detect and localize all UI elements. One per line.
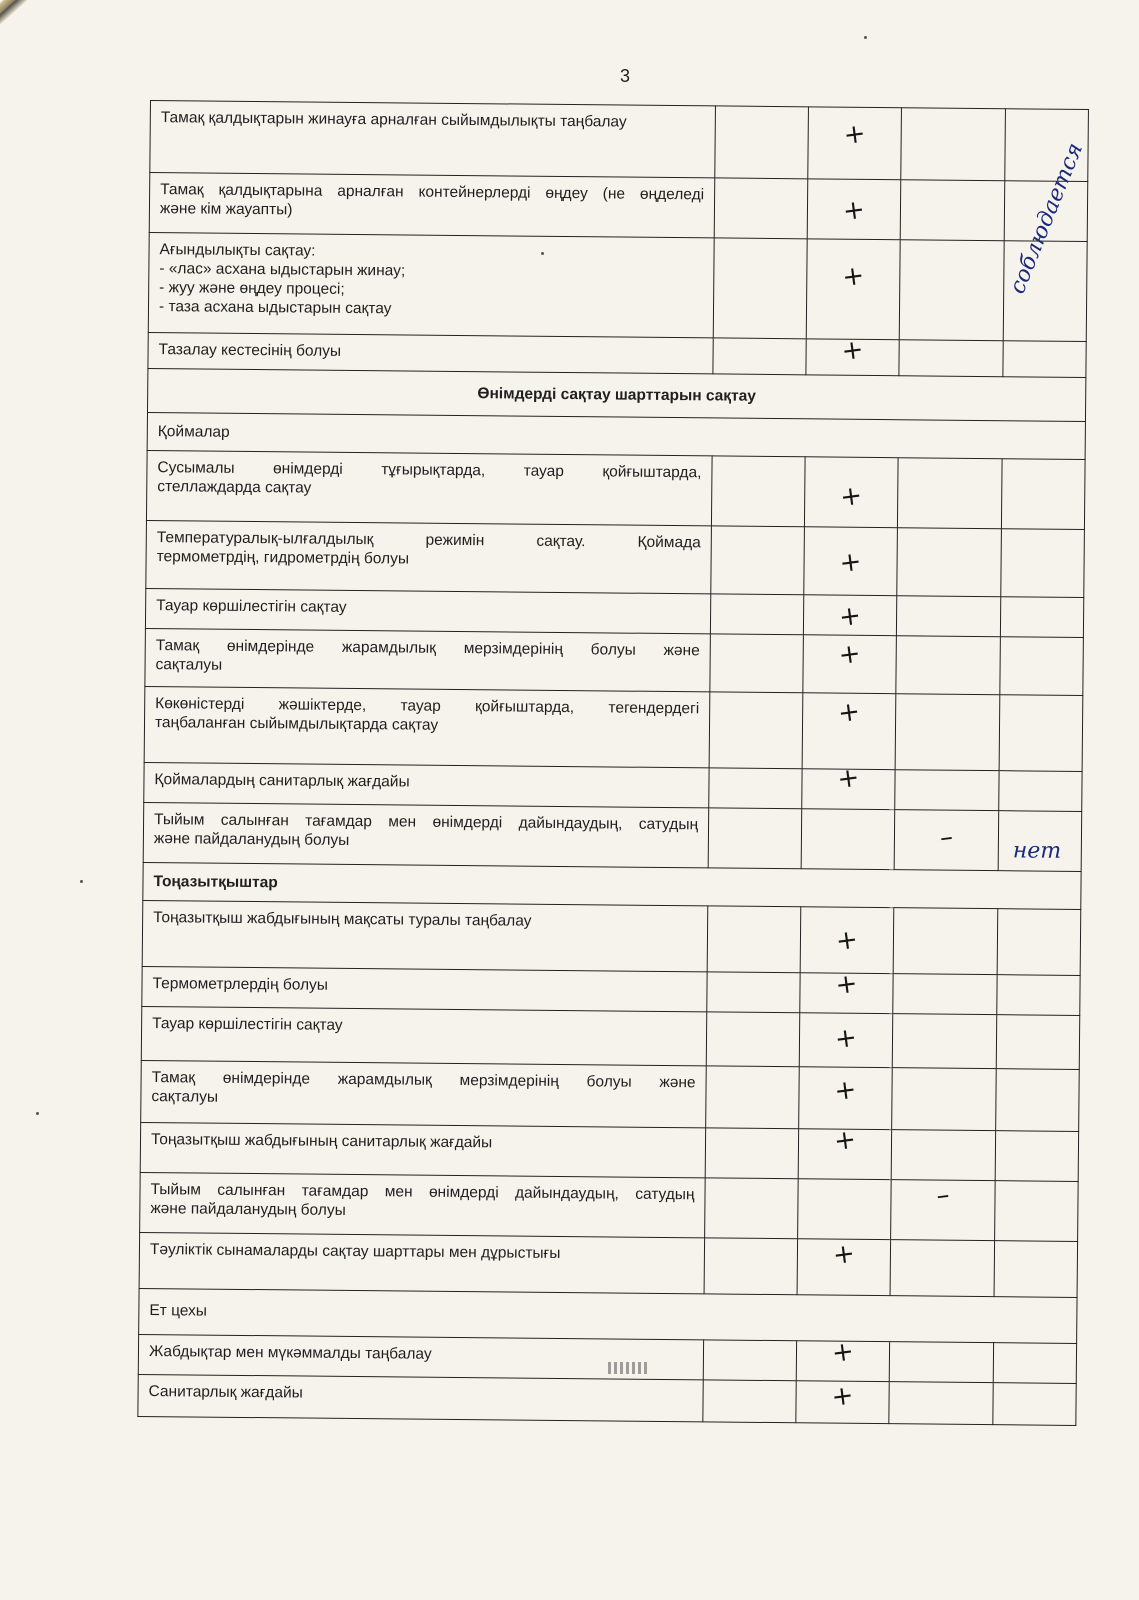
table-row [150,101,1089,182]
empty-cell [711,456,805,527]
empty-cell [1000,637,1084,696]
criterion-text: Көкөністерді жәшіктерде, тауар қойғыштарда, тегендердегі [155,695,700,718]
criterion-text: және пайдаланудың болуы [150,1200,346,1219]
mark-cell [804,457,898,528]
dash-mark: – [937,821,955,854]
criterion-cell [144,686,710,767]
page-number: 3 [620,66,631,86]
mark-cell [798,1124,891,1180]
subsection-title: Қоймалар [147,412,1085,459]
scan-speck [864,36,867,39]
scan-smudge [608,1362,648,1374]
handwritten-note-vertical: соблюдается [1005,139,1089,298]
criterion-text: - «лас» асхана ыдыстарын жинау; [159,260,406,280]
empty-cell [996,1069,1080,1132]
subsection-title: Тоңазытқыштар [143,862,1081,909]
criterion-text: Тыйым салынған тағамдар мен өнімдерді дайындаудың, сатудың [150,1181,695,1204]
empty-cell [900,180,1005,241]
empty-cell [709,768,802,809]
empty-cell [893,974,997,1015]
mark-cell [803,595,896,636]
criterion-text: және пайдаланудың болуы [153,830,350,849]
subsection-title: Ет цехы [139,1288,1077,1343]
criterion-cell [142,966,707,1011]
plus-mark: + [831,1238,857,1272]
empty-cell [1001,529,1085,598]
criterion-cell [141,1060,707,1127]
table-row [139,1232,1077,1297]
table-row [140,1122,1078,1181]
criterion-text: - таза асхана ыдыстарын сақтау [158,298,392,318]
criterion-text: Тыйым салынған тағамдар мен өнімдерді дайындаудың, сатудың [154,811,699,834]
plus-mark: + [840,260,867,294]
empty-cell [706,1012,800,1067]
empty-cell [705,1128,798,1179]
mark-cell [806,334,899,376]
scan-speck [36,1112,39,1115]
criterion-cell [150,101,716,178]
criterion-cell [138,1374,703,1421]
empty-cell [707,906,801,973]
criterion-cell [146,520,712,593]
empty-cell [714,178,808,239]
empty-cell [897,458,1002,529]
dash-mark: – [934,1179,952,1212]
table-row [145,628,1084,695]
criterion-cell [145,588,710,633]
plus-mark: + [839,334,866,368]
empty-cell [890,1240,995,1297]
criterion-cell [146,450,712,525]
empty-cell [999,695,1083,772]
empty-cell [715,106,809,179]
empty-cell [997,975,1080,1016]
empty-cell [895,694,1000,771]
criterion-cell [144,762,709,807]
criterion-text: Термометрлердің болуы [152,975,329,994]
criterion-cell [149,173,715,238]
criterion-text: Тамақ қалдықтарына арналған контейнерлерді өңдеу (не өңделеді [160,181,705,204]
criterion-cell [140,1172,706,1237]
plus-mark: + [833,968,860,1002]
empty-cell [710,594,803,635]
empty-cell [798,1179,892,1240]
criterion-text: сақталуы [155,656,223,674]
criterion-cell [145,628,711,691]
empty-cell [801,809,895,870]
criterion-text: Тоңазытқыш жабдығының мақсаты туралы таңбалау [153,909,532,930]
empty-cell [1003,341,1086,378]
criterion-cell [140,1122,705,1177]
criterion-cell [148,232,714,337]
handwritten-note-net: нет [1012,838,1062,864]
empty-cell [897,528,1002,597]
plus-mark: + [832,1074,859,1108]
empty-cell [703,1340,796,1381]
table-row [148,232,1087,341]
plus-mark: + [836,696,862,730]
empty-cell [895,770,999,811]
note-cell [998,811,1082,872]
mark-cell [797,1239,891,1296]
empty-cell [707,972,800,1013]
empty-cell [999,771,1082,812]
empty-cell [995,1181,1079,1242]
checklist-sheet [137,100,1088,1426]
empty-cell [889,1382,993,1425]
table-row [146,450,1085,529]
empty-cell [995,1131,1078,1182]
criterion-cell [139,1232,705,1293]
plus-mark: + [837,600,863,634]
mark-cell [804,527,898,596]
criterion-text: таңбаланған сыйымдылықтарда сақтау [154,714,439,734]
empty-cell [891,1130,995,1181]
empty-cell [993,1383,1076,1426]
mark-cell [803,635,897,694]
mark-cell [800,968,893,1014]
empty-cell [889,1342,993,1383]
criterion-text: Қоймалардың санитарлық жағдайы [154,771,410,791]
empty-cell [706,1066,800,1129]
mark-cell [808,107,902,180]
plus-mark: + [837,546,864,580]
mark-cell [894,810,999,871]
empty-cell [899,340,1003,377]
criterion-text: Жабдықтар мен мүкәммалды таңбалау [148,1343,432,1363]
empty-cell [892,1014,997,1069]
table-row [149,173,1088,242]
empty-cell [705,1178,799,1239]
table-row [138,1374,1076,1425]
criterion-text: Тауар көршілестігін сақтау [156,597,347,616]
scan-speck [541,252,544,255]
table-row [146,520,1085,597]
empty-cell [997,909,1081,976]
scan-speck [80,880,83,883]
table-row [144,686,1083,771]
empty-cell [893,908,998,975]
criterion-cell [143,802,709,867]
mark-cell [891,1180,996,1241]
plus-mark: + [830,1336,856,1370]
empty-cell [1000,597,1083,638]
criterion-text: Тазалау кестесінің болуы [158,341,342,360]
criterion-text: Санитарлық жағдайы [148,1383,303,1402]
table-row [141,1006,1079,1069]
mark-cell [806,239,900,340]
table-row [140,1172,1079,1241]
table-row [143,802,1082,871]
empty-cell [901,108,1006,181]
plus-mark: + [841,194,867,228]
table-row [142,900,1081,975]
criterion-text: Температуралық-ылғалдылық режимін сақтау. Қоймада [156,529,701,552]
mark-cell [802,693,896,770]
mark-cell [796,1336,889,1382]
plus-mark: + [835,762,862,796]
criterion-text: термометрдің, гидрометрдің болуы [156,548,410,568]
criterion-text: Сусымалы өнімдерді тұғырықтарда, тауар қойғыштарда, [157,459,702,482]
plus-mark: + [833,1022,859,1056]
criterion-text: Тамақ өнімдерінде жарамдылық мерзімдерінің болуы және [151,1069,696,1092]
plus-mark: + [838,480,864,514]
criterion-text: Тоңазытқыш жабдығының санитарлық жағдайы [150,1131,493,1152]
mark-cell [799,1013,893,1068]
section-title: Өнімдерді сақтау шарттарын сақтау [148,368,1086,421]
mark-cell [802,762,895,810]
scan-edge-stripe [0,0,168,74]
plus-mark: + [832,1124,858,1158]
plus-mark: + [829,1380,856,1413]
criterion-cell [141,1006,706,1065]
criterion-text: сақталуы [151,1088,219,1106]
empty-cell [996,1015,1080,1070]
criterion-text: Тауар көршілестігін сақтау [152,1015,343,1034]
criterion-text: Тамақ қалдықтарын жинауға арналған сыйымдылықты таңбалау [160,109,627,131]
empty-cell [710,634,804,693]
empty-cell [704,1238,798,1295]
empty-cell [1001,459,1085,530]
plus-mark: + [836,638,863,672]
empty-cell [709,692,803,769]
empty-cell [899,240,1004,341]
criterion-cell [142,900,708,971]
empty-cell [703,1380,796,1423]
criterion-text: - жуу және өңдеу процесі; [159,279,345,298]
table-row [141,1060,1080,1131]
criterion-text: және кім жауапты) [159,200,293,219]
mark-cell [796,1381,889,1424]
empty-cell [993,1343,1076,1384]
mark-cell [799,1067,893,1130]
mark-cell [800,907,894,974]
plus-mark: + [834,924,860,958]
criterion-text: Ағындылықты сақтау: [159,241,316,260]
empty-cell [713,338,806,375]
checklist-table [137,100,1089,1426]
empty-cell [896,596,1000,637]
criterion-text: стеллаждарда сақтау [157,478,312,497]
criterion-text: Тамақ өнімдерінде жарамдылық мерзімдерінің болуы және [155,637,700,660]
empty-cell [713,238,807,339]
criterion-text: Тәуліктік сынамаларды сақтау шарттары мен дұрыстығы [149,1241,561,1262]
mark-cell [807,179,901,240]
empty-cell [711,526,805,595]
criterion-cell [148,332,713,373]
empty-cell [896,636,1001,695]
empty-cell [892,1068,997,1131]
empty-cell [994,1241,1078,1298]
empty-cell [708,808,802,869]
plus-mark: + [841,118,868,152]
